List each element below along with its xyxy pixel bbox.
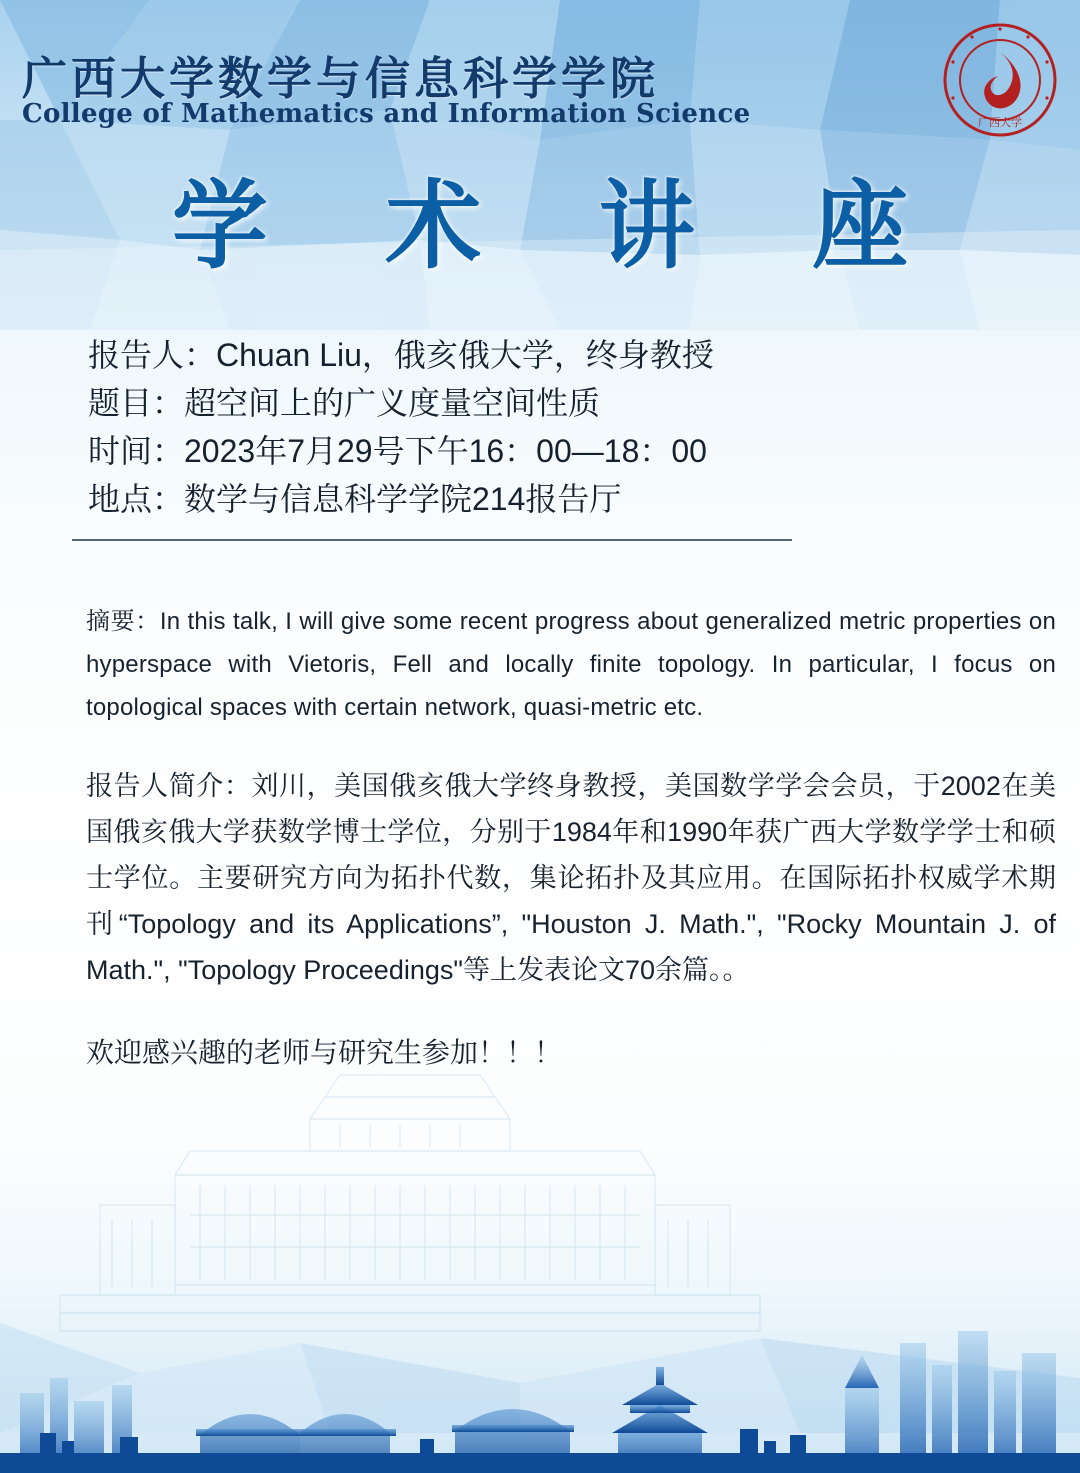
welcome-note: 欢迎感兴趣的老师与研究生参加！！！ [86,1037,563,1068]
school-name-cn: 广西大学数学与信息科学学院 [22,52,660,105]
section-divider [72,539,792,541]
info-topic: 题目：超空间上的广义度量空间性质 [88,385,601,421]
info-place: 地点：数学与信息科学学院214报告厅 [88,481,622,517]
city-skyline-decoration [0,1283,1080,1473]
speaker-bio-paragraph: 报告人简介：刘川，美国俄亥俄大学终身教授，美国数学学会会员，于2002在美国俄亥俄大学获数学博士学位，分别于1984年和1990年获广西大学数学学士和硕士学位。主要研究方向为拓扑代数，集论拓扑及其应用。在国际拓扑权威学术期刊“Topology and its Applications”, "Houston J. Math.", "Rocky Mountain J. of Math.", "Topology Proceedings"等上发表论文70余篇。。 [86,771,1056,985]
lecture-info [88,332,992,524]
abstract-paragraph: 摘要：In this talk, I will give some recent progress about generalized metric properties on hyperspace with Vietoris, Fell and locally finite topology. In particular, I focus on topological spaces with certain network, quasi-metric etc. [86,608,1056,721]
info-time: 时间：2023年7月29号下午16：00—18：00 [88,433,707,469]
info-speaker: 报告人：Chuan Liu，俄亥俄大学，终身教授 [88,337,714,373]
university-seal-icon [942,22,1058,138]
school-header [0,0,1080,140]
page-title: 学 术 讲 座 [171,169,951,282]
svg-text:广西大学: 广西大学 [978,116,1022,129]
lecture-body [86,600,1056,1075]
school-name-en: College of Mathematics and Information Science [22,99,751,129]
